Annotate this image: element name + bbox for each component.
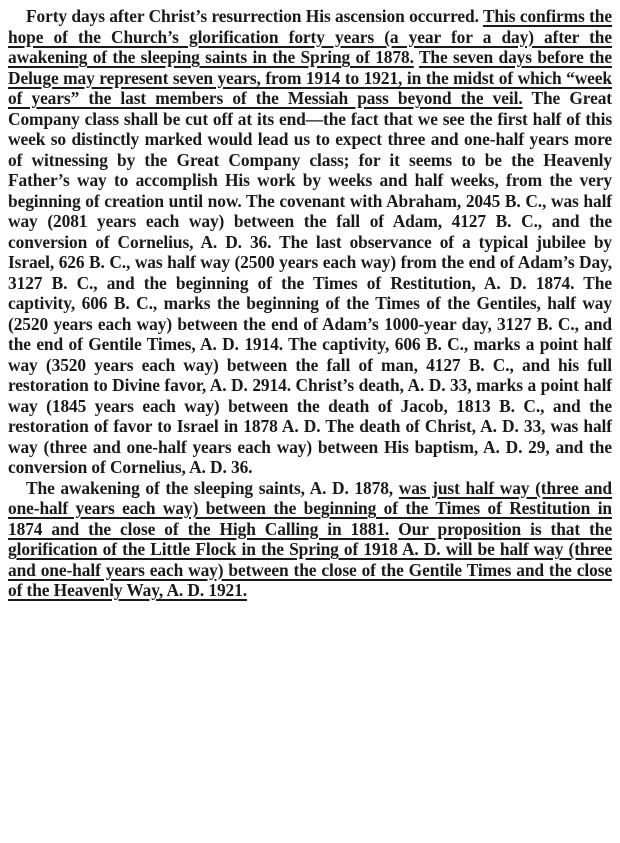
text-segment: The awakening of the sleeping saints, A. D. 1878,: [26, 477, 399, 498]
paragraph-awakening-of-sleeping-saints: [8, 478, 612, 601]
document-page: [8, 6, 612, 601]
text-segment: Forty days after Christ’s resurrection His ascension occurred.: [26, 6, 483, 26]
underlined-segment-glorification-hope: This confirms the hope of the Church’s glorification forty years (a year for a day) after the awakening of the sleeping saints in the Spring of 1878.: [8, 6, 612, 67]
text-segment: [389, 519, 398, 539]
paragraph-ascension-and-halfway-points: [8, 6, 612, 478]
underlined-segment-proposition-1918: Our proposition is that the glorification of the Little Flock in the Spring of 1918 A. D. will be half way (three and one-half years each way) between the close of the Gentile Times and the close of the Heavenly Way, A. D. 1921.: [8, 518, 612, 600]
underlined-segment-seven-days-deluge: The seven days before the Deluge may represent seven years, from 1914 to 1921, in the midst of which “week of years” the last members of the Messiah pass beyond the veil.: [8, 47, 612, 108]
underlined-segment-half-way-1874-1881: was just half way (three and one-half years each way) between the beginning of the Times of Restitution in 1874 and the close of the High Calling in 1881.: [8, 477, 612, 539]
text-segment: The Great Company class shall be cut off at its end—the fact that we see the first half of this week so distinctly marked would lead us to expect three and one-half years more of witnessing by the Great Company class; for it seems to be the Heavenly Father’s way to accomplish His work by weeks and half weeks, from the very beginning of creation until now. The covenant with Abraham, 2045 B. C., was half way (2081 years each way) between the fall of Adam, 4127 B. C., and the conversion of Cornelius, A. D. 36. The last observance of a typical jubilee by Israel, 626 B. C., was half way (2500 years each way) from the end of Adam’s Day, 3127 B. C., and the beginning of the Times of Restitution, A. D. 1874. The captivity, 606 B. C., marks the beginning of the Times of the Gentiles, half way (2520 years each way) between the end of Adam’s 1000-year day, 3127 B. C., and the end of Gentile Times, A. D. 1914. The captivity, 606 B. C., marks a point half way (3520 years each way) between the fall of man, 4127 B. C., and his full restoration to Divine favor, A. D. 2914. Christ’s death, A. D. 33, marks a point half way (1845 years each way) between the death of Jacob, 1813 B. C., and the restoration of favor to Israel in 1878 A. D. The death of Christ, A. D. 33, was half way (three and one-half years each way) between His baptism, A. D. 29, and the conversion of Cornelius, A. D. 36.: [8, 88, 612, 477]
